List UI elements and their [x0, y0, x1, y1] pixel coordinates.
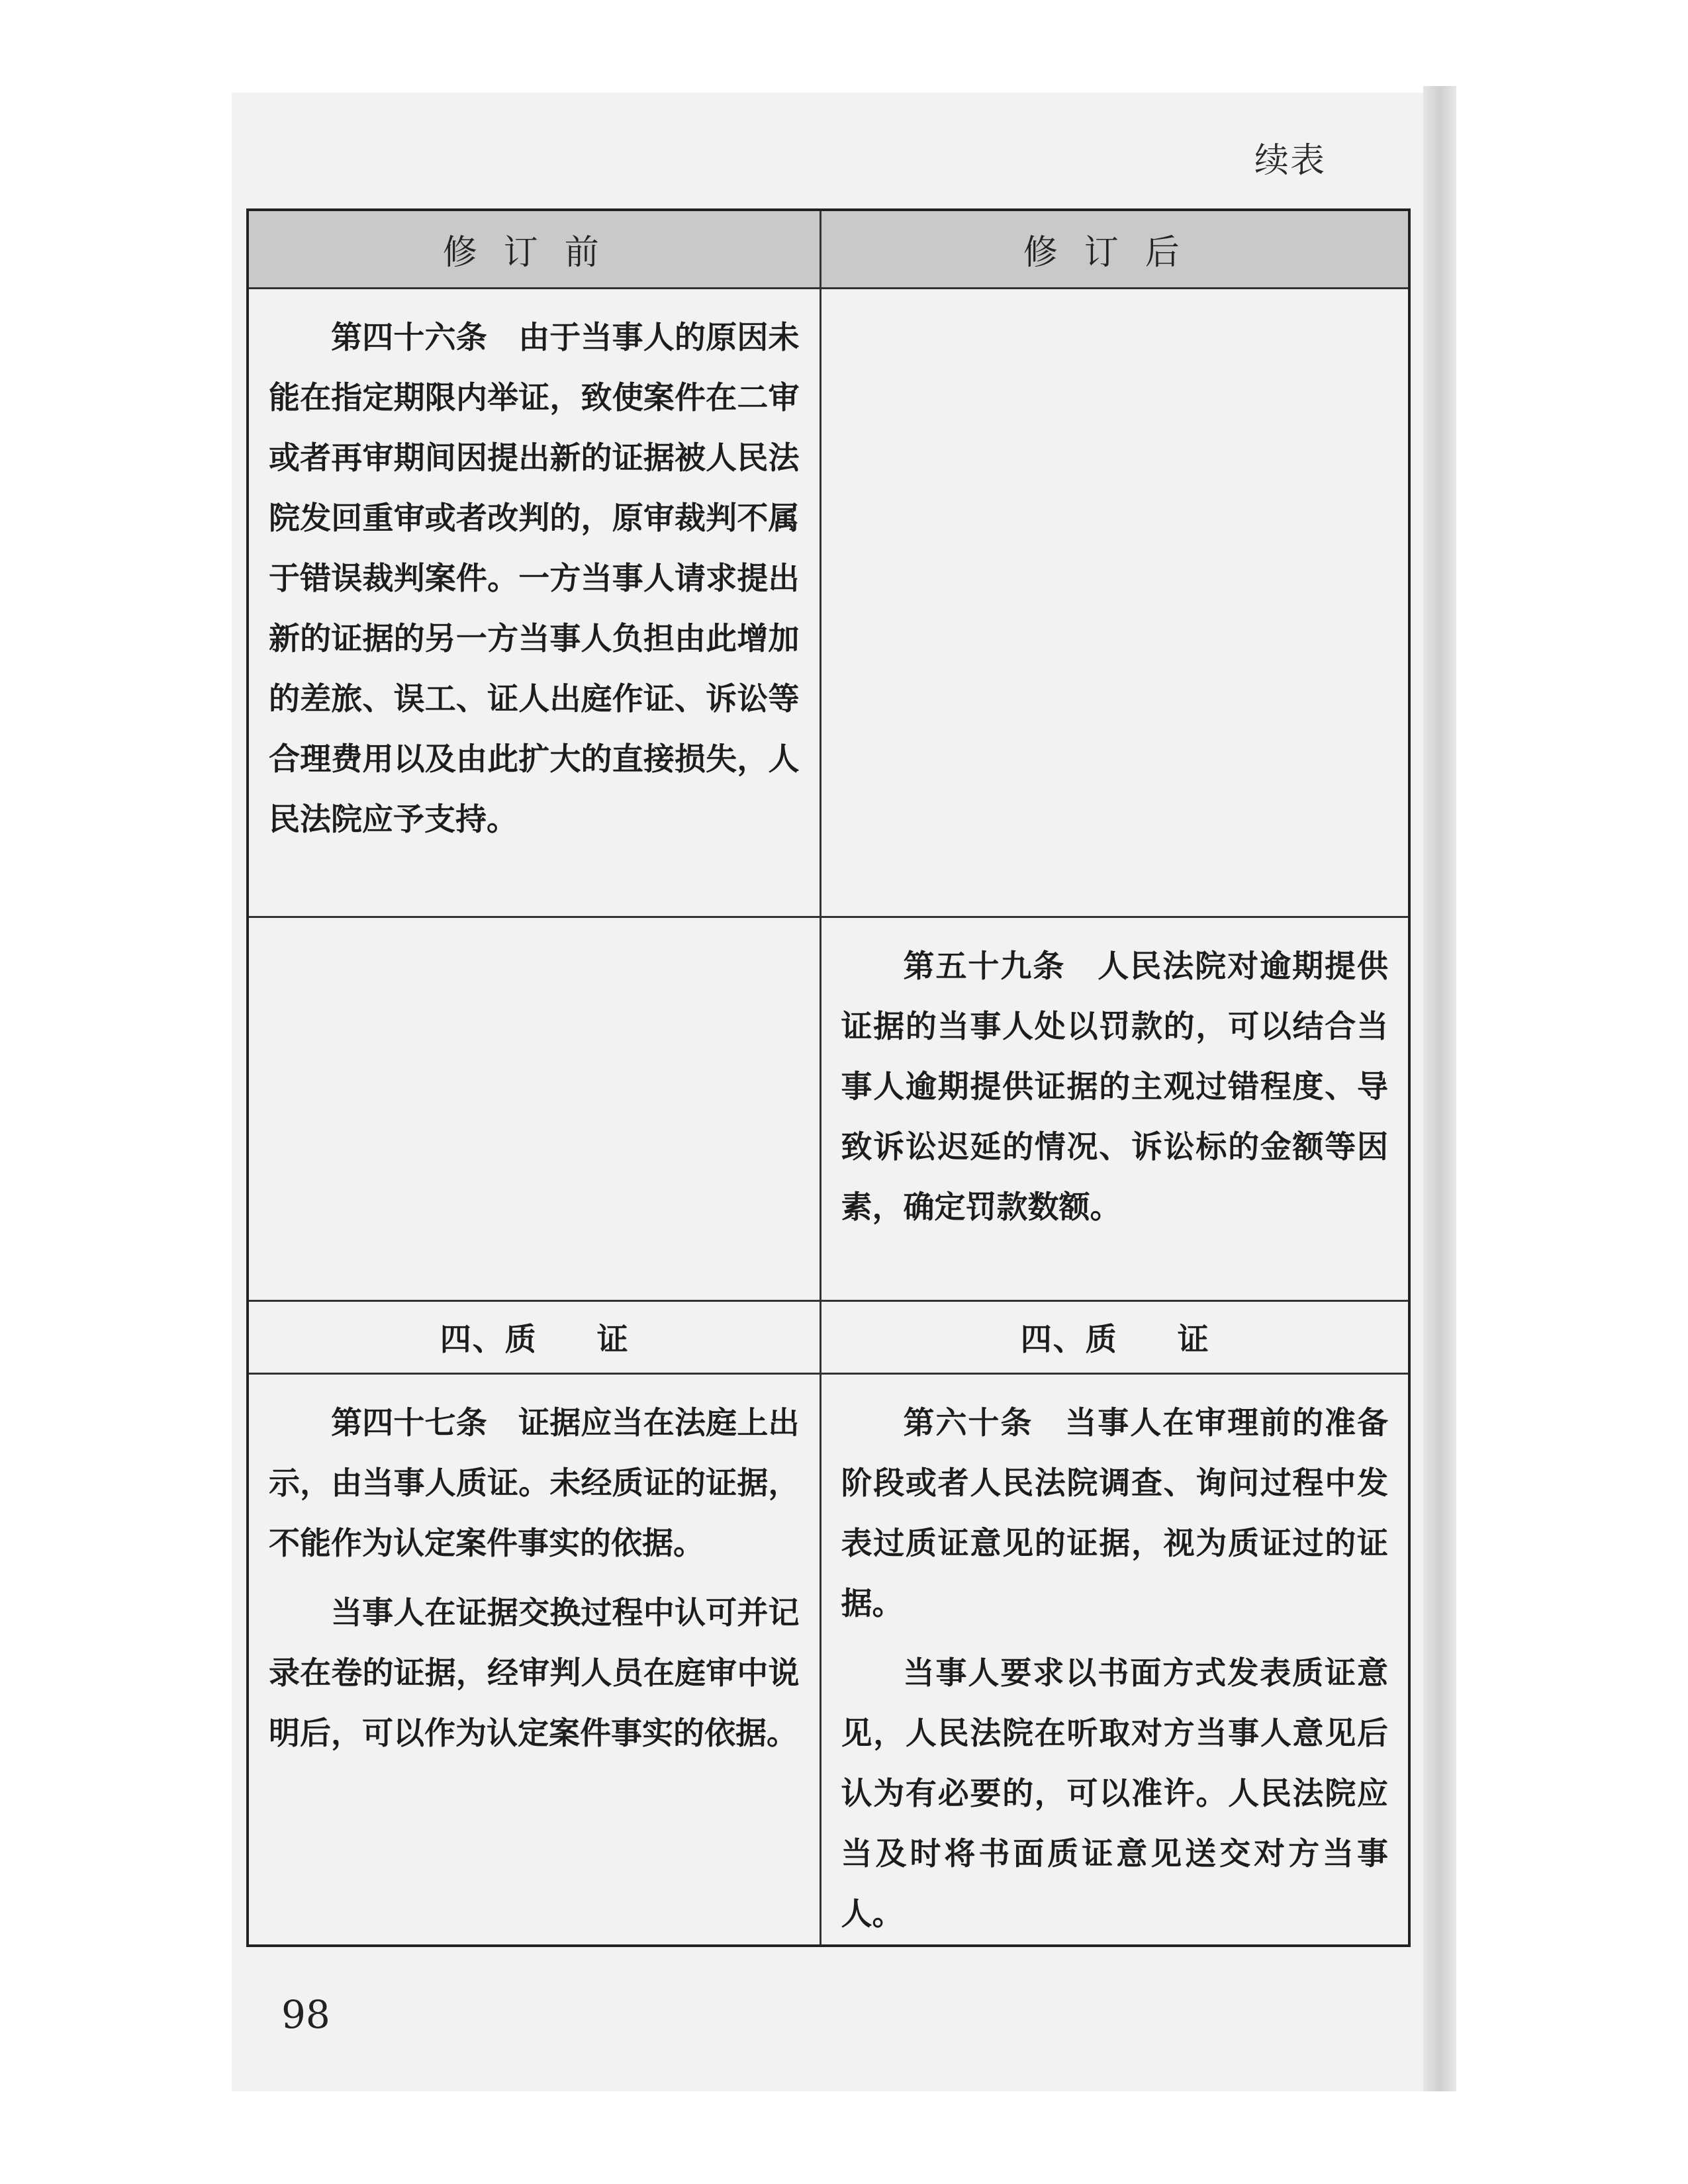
- cell-after-article-60: [820, 1374, 1409, 1946]
- cell-before-article-47: [248, 1374, 820, 1946]
- cell-after-article-59: [820, 917, 1409, 1301]
- section-heading-before-start: 四、质: [440, 1322, 538, 1358]
- page-number: 98: [281, 1992, 330, 2037]
- page-edge-shadow: [1423, 86, 1456, 2091]
- section-heading-before: [248, 1301, 820, 1374]
- header-before: 修订前: [248, 210, 820, 289]
- article-46-text: 第四十六条 由于当事人的原因未能在指定期限内举证，致使案件在二审或者再审期间因提出新的证据被人民法院发回重审或者改判的，原审裁判不属于错误裁判案件。一方当事人请求提出新的证据的另一方当事人负担由此增加的差旅、误工、证人出庭作证、诉讼等合理费用以及由此扩大的直接损失，人民法院应予支持。: [269, 320, 800, 838]
- revision-comparison-table: [246, 208, 1411, 1947]
- table-row: [248, 289, 1409, 917]
- cell-before-article-46: [248, 289, 820, 917]
- section-heading-after-start: 四、质: [1020, 1322, 1118, 1358]
- table-header-row: [248, 210, 1409, 289]
- header-after: 修订后: [820, 210, 1409, 289]
- article-59-text: 第五十九条 人民法院对逾期提供证据的当事人处以罚款的，可以结合当事人逾期提供证据的主观过错程度、导致诉讼迟延的情况、诉讼标的金额等因素，确定罚款数额。: [841, 948, 1388, 1226]
- table-row: [248, 1374, 1409, 1946]
- article-47-paragraph-2: 当事人在证据交换过程中认可并记录在卷的证据，经审判人员在庭审中说明后，可以作为认定案件事实的依据。: [269, 1595, 800, 1752]
- section-heading-after: [820, 1301, 1409, 1374]
- section-heading-row: [248, 1301, 1409, 1374]
- continued-label: 续表: [1254, 141, 1327, 181]
- cell-after-empty: [820, 289, 1409, 917]
- article-60-paragraph-2: 当事人要求以书面方式发表质证意见，人民法院在听取对方当事人意见后认为有必要的，可以准许。人民法院应当及时将书面质证意见送交对方当事人。: [841, 1655, 1388, 1933]
- section-heading-before-end: 证: [596, 1322, 628, 1358]
- article-47-paragraph-1: 第四十七条 证据应当在法庭上出示，由当事人质证。未经质证的证据，不能作为认定案件事实的依据。: [269, 1405, 800, 1562]
- cell-before-empty: [248, 917, 820, 1301]
- section-heading-after-end: 证: [1177, 1322, 1209, 1358]
- article-60-paragraph-1: 第六十条 当事人在审理前的准备阶段或者人民法院调查、询问过程中发表过质证意见的证据，视为质证过的证据。: [841, 1405, 1388, 1622]
- table-row: [248, 917, 1409, 1301]
